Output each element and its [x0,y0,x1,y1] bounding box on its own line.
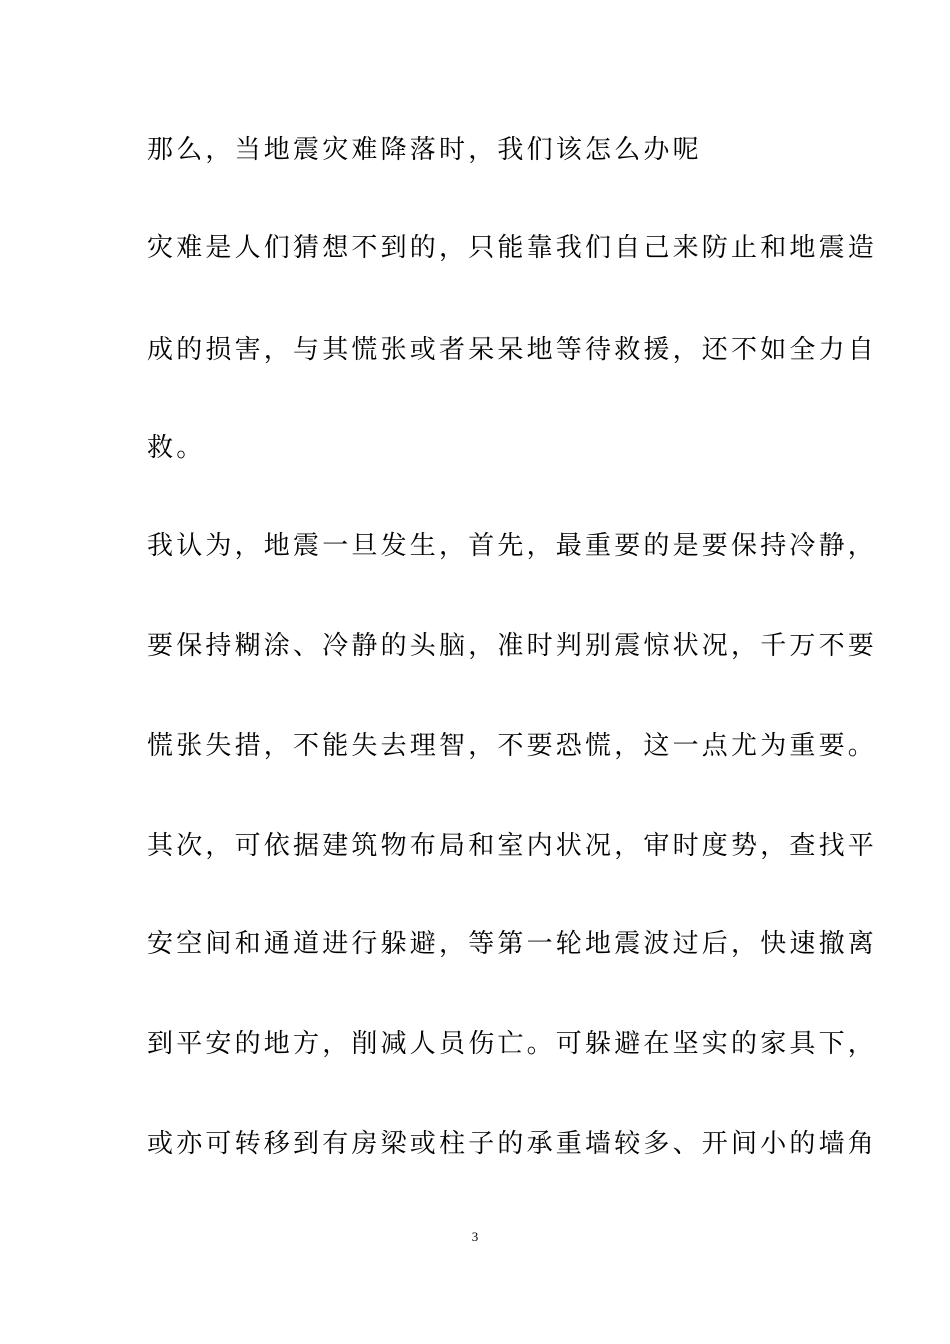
text-line-7: 慌张失措，不能失去理智，不要恐慌，这一点尤为重要。 [147,731,878,761]
page-number: 3 [471,1229,479,1244]
text-line-10: 到平安的地方，削减人员伤亡。可躲避在坚实的家具下， [147,1029,878,1059]
text-line-8: 其次，可依据建筑物布局和室内状况，审时度势，查找平 [147,831,878,861]
text-line-2: 灾难是人们猜想不到的，只能靠我们自己来防止和地震造 [147,233,878,263]
text-line-1: 那么，当地震灾难降落时，我们该怎么办呢 [147,135,702,165]
text-line-9: 安空间和通道进行躲避，等第一轮地震波过后，快速撤离 [147,929,878,959]
text-line-5: 我认为，地震一旦发生，首先，最重要的是要保持冷静， [147,531,878,561]
text-line-3: 成的损害，与其慌张或者呆呆地等待救援，还不如全力自 [147,335,878,365]
text-line-6: 要保持糊涂、冷静的头脑，准时判别震惊状况，千万不要 [147,631,878,661]
text-line-11: 或亦可转移到有房梁或柱子的承重墙较多、开间小的墙角 [147,1129,878,1159]
text-line-4: 救。 [147,433,206,463]
